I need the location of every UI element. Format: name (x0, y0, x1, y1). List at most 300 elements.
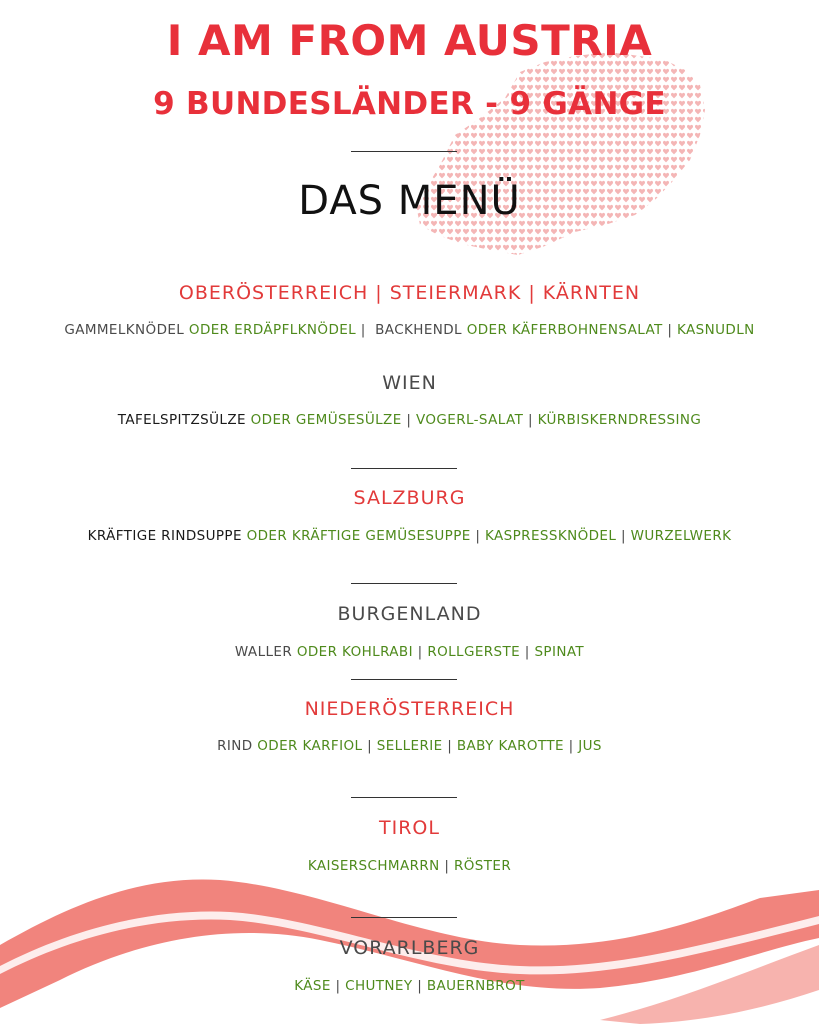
heart-dot (463, 253, 469, 258)
heart-dot (551, 141, 557, 146)
heart-dot (647, 77, 653, 82)
heart-dot (543, 133, 549, 138)
heart-dot (431, 125, 437, 130)
heart-dot (599, 157, 605, 162)
heart-dot (575, 133, 581, 138)
heart-dot (655, 133, 661, 138)
heart-dot (511, 253, 517, 258)
heart-dot (575, 245, 581, 250)
heart-dot (671, 149, 677, 154)
heart-dot (559, 141, 565, 146)
heart-dot (511, 125, 517, 130)
heart-dot (415, 141, 421, 146)
heart-dot (455, 125, 461, 130)
heart-dot (567, 69, 573, 74)
heart-dot (423, 133, 429, 138)
heart-dot (591, 141, 597, 146)
heart-dot (511, 165, 517, 170)
heart-dot (527, 165, 533, 170)
heart-dot (551, 133, 557, 138)
divider (351, 151, 457, 152)
heart-dot (559, 157, 565, 162)
heart-dot (543, 253, 549, 258)
heart-dot (439, 253, 445, 258)
heart-dot (687, 69, 693, 74)
heart-dot (703, 149, 709, 154)
heart-dot (599, 141, 605, 146)
dish-main: KRÄFTIGE RINDSUPPE (87, 528, 242, 544)
heart-dot (423, 245, 429, 250)
heart-dot (631, 133, 637, 138)
dish-item: BAUERNBROT (426, 978, 525, 994)
heart-dot (407, 77, 413, 82)
heart-dot (479, 141, 485, 146)
separator: | (563, 738, 579, 754)
heart-dot (559, 149, 565, 154)
heart-dot (487, 253, 493, 258)
heart-dot (695, 229, 701, 234)
heart-dot (607, 245, 613, 250)
heart-dot (543, 165, 549, 170)
heart-dot (671, 157, 677, 162)
heart-dot (583, 253, 589, 258)
heart-dot (607, 133, 613, 138)
heart-dot (495, 133, 501, 138)
separator: | (616, 528, 631, 544)
heart-dot (567, 77, 573, 82)
heart-dot (527, 229, 533, 234)
dish-line-salzburg (0, 528, 819, 544)
heart-dot (527, 157, 533, 162)
heart-dot (479, 149, 485, 154)
heart-dot (543, 69, 549, 74)
heart-dot (647, 165, 653, 170)
heart-dot (519, 125, 525, 130)
dish-item: BABY KAROTTE (456, 738, 564, 754)
heart-dot (503, 245, 509, 250)
heart-dot (591, 149, 597, 154)
heart-dot (455, 229, 461, 234)
heart-dot (519, 229, 525, 234)
heart-dot (535, 253, 541, 258)
heart-dot (695, 149, 701, 154)
dish-main: WALLER (234, 644, 293, 660)
heart-dot (471, 237, 477, 242)
heart-dot (583, 77, 589, 82)
heart-dot (535, 165, 541, 170)
heart-dot (447, 229, 453, 234)
heart-dot (551, 125, 557, 130)
heart-dot (479, 245, 485, 250)
heart-dot (583, 245, 589, 250)
heart-dot (687, 165, 693, 170)
heart-dot (615, 77, 621, 82)
heart-dot (591, 125, 597, 130)
dish-item: KAISERSCHMARRN (307, 858, 440, 874)
heart-dot (431, 77, 437, 82)
heart-dot (679, 77, 685, 82)
heart-dot (583, 69, 589, 74)
heart-dot (671, 141, 677, 146)
heart-dot (455, 253, 461, 258)
heart-dot (447, 77, 453, 82)
heart-dot (703, 133, 709, 138)
heart-dot (583, 157, 589, 162)
heart-dot (663, 229, 669, 234)
heart-dot (543, 157, 549, 162)
menu-heading: DAS MENÜ (298, 178, 521, 224)
heart-dot (583, 165, 589, 170)
heart-dot (591, 133, 597, 138)
heart-dot (543, 245, 549, 250)
heart-dot (607, 69, 613, 74)
heart-dot (639, 229, 645, 234)
heart-dot (535, 141, 541, 146)
heart-dot (551, 253, 557, 258)
heart-dot (407, 69, 413, 74)
heart-dot (639, 253, 645, 258)
separator: | (330, 978, 346, 994)
heart-dot (567, 165, 573, 170)
heart-dot (455, 157, 461, 162)
heart-dot (623, 165, 629, 170)
heart-dot (663, 149, 669, 154)
heart-dot (639, 157, 645, 162)
heart-dot (703, 229, 709, 234)
heart-dot (599, 125, 605, 130)
heart-dot (487, 149, 493, 154)
dish-line-tirol (0, 858, 819, 874)
heart-dot (527, 69, 533, 74)
heart-dot (655, 165, 661, 170)
dish-line-wien (0, 412, 819, 428)
heart-dot (503, 157, 509, 162)
separator: | (412, 978, 427, 994)
heart-dot (511, 69, 517, 74)
heart-dot (599, 245, 605, 250)
heart-dot (423, 157, 429, 162)
heart-dot (631, 125, 637, 130)
heart-dot (655, 149, 661, 154)
heart-dot (423, 125, 429, 130)
heart-dot (535, 157, 541, 162)
heart-dot (415, 229, 421, 234)
heart-dot (407, 245, 413, 250)
heart-dot (655, 245, 661, 250)
heart-dot (559, 237, 565, 242)
heart-dot (671, 125, 677, 130)
heart-dot (615, 133, 621, 138)
dish-item: KÄSE (294, 978, 331, 994)
heart-dot (415, 69, 421, 74)
heart-dot (567, 141, 573, 146)
heart-dot (471, 253, 477, 258)
heart-dot (687, 237, 693, 242)
heart-dot (703, 237, 709, 242)
heart-dot (687, 253, 693, 258)
dish-item: RÖSTER (454, 858, 512, 874)
divider (351, 583, 457, 584)
heart-dot (671, 245, 677, 250)
heart-dot (407, 133, 413, 138)
heart-dot (671, 165, 677, 170)
heart-dot (615, 253, 621, 258)
heart-dot (559, 165, 565, 170)
heart-dot (447, 237, 453, 242)
heart-dot (511, 149, 517, 154)
heart-dot (439, 77, 445, 82)
heart-dot (591, 253, 597, 258)
heart-dot (567, 157, 573, 162)
heart-dot (431, 253, 437, 258)
heart-dot (495, 165, 501, 170)
heart-dot (455, 245, 461, 250)
heart-dot (639, 141, 645, 146)
heart-dot (519, 237, 525, 242)
heart-dot (559, 125, 565, 130)
heart-dot (407, 253, 413, 258)
heart-dot (559, 69, 565, 74)
heart-dot (479, 157, 485, 162)
dish-item: KASPRESSKNÖDEL (485, 528, 617, 544)
heart-dot (447, 157, 453, 162)
dish-alternative: ODER GEMÜSESÜLZE (250, 412, 402, 428)
separator: | (520, 644, 535, 660)
region-heading-wien: WIEN (382, 372, 437, 394)
heart-dot (631, 157, 637, 162)
heart-dot (535, 77, 541, 82)
heart-dot (647, 141, 653, 146)
heart-dot (495, 253, 501, 258)
heart-dot (511, 229, 517, 234)
heart-dot (519, 69, 525, 74)
region-heading-vorarlberg: VORARLBERG (339, 937, 480, 959)
heart-dot (567, 237, 573, 242)
heart-dot (655, 229, 661, 234)
dish-alternative: ODER KRÄFTIGE GEMÜSESUPPE (246, 528, 471, 544)
heart-dot (503, 149, 509, 154)
heart-dot (447, 165, 453, 170)
separator: | (412, 644, 428, 660)
heart-dot (455, 141, 461, 146)
heart-dot (567, 229, 573, 234)
heart-dot (487, 165, 493, 170)
heart-dot (671, 237, 677, 242)
heart-dot (551, 165, 557, 170)
heart-dot (607, 125, 613, 130)
heart-dot (535, 245, 541, 250)
heart-dot (415, 77, 421, 82)
heart-dot (535, 149, 541, 154)
heart-dot (631, 253, 637, 258)
heart-dot (495, 237, 501, 242)
heart-dot (407, 157, 413, 162)
heart-dot (431, 141, 437, 146)
heart-dot (439, 237, 445, 242)
heart-dot (527, 125, 533, 130)
heart-dot (415, 253, 421, 258)
heart-dot (647, 125, 653, 130)
heart-dot (695, 253, 701, 258)
heart-dot (567, 149, 573, 154)
heart-dot (535, 125, 541, 130)
heart-dot (431, 133, 437, 138)
heart-dot (663, 141, 669, 146)
divider (351, 468, 457, 469)
heart-dot (447, 245, 453, 250)
divider (351, 917, 457, 918)
heart-dot (439, 245, 445, 250)
heart-dot (439, 133, 445, 138)
heart-dot (631, 141, 637, 146)
heart-dot (607, 157, 613, 162)
heart-dot (647, 237, 653, 242)
heart-dot (559, 133, 565, 138)
heart-dot (535, 69, 541, 74)
dish-item: KASNUDLN (677, 322, 755, 338)
heart-dot (503, 125, 509, 130)
heart-dot (575, 125, 581, 130)
heart-dot (583, 237, 589, 242)
heart-dot (423, 237, 429, 242)
heart-dot (583, 141, 589, 146)
heart-dot (479, 229, 485, 234)
heart-dot (575, 69, 581, 74)
divider (351, 679, 457, 680)
heart-dot (487, 141, 493, 146)
heart-dot (687, 149, 693, 154)
heart-dot (487, 245, 493, 250)
heart-dot (495, 141, 501, 146)
heart-dot (639, 237, 645, 242)
heart-dot (551, 77, 557, 82)
heart-dot (567, 125, 573, 130)
heart-dot (695, 141, 701, 146)
region-heading-ooe-stmk-ktn: OBERÖSTERREICH | STEIERMARK | KÄRNTEN (178, 282, 641, 304)
heart-dot (495, 157, 501, 162)
dish-alternative: ODER KARFIOL (257, 738, 363, 754)
heart-dot (471, 229, 477, 234)
heart-dot (695, 69, 701, 74)
heart-dot (479, 237, 485, 242)
heart-dot (647, 245, 653, 250)
heart-dot (695, 245, 701, 250)
heart-dot (583, 149, 589, 154)
heart-dot (519, 141, 525, 146)
heart-dot (543, 229, 549, 234)
heart-dot (575, 149, 581, 154)
heart-dot (623, 229, 629, 234)
heart-dot (487, 77, 493, 82)
heart-dot (607, 229, 613, 234)
heart-dot (439, 69, 445, 74)
region-heading-tirol: TIROL (379, 817, 440, 839)
heart-dot (519, 253, 525, 258)
heart-dot (471, 133, 477, 138)
heart-dot (431, 229, 437, 234)
heart-dot (447, 141, 453, 146)
heart-dot (607, 237, 613, 242)
heart-dot (471, 165, 477, 170)
heart-dot (455, 69, 461, 74)
heart-dot (647, 69, 653, 74)
heart-dot (583, 229, 589, 234)
heart-dot (415, 245, 421, 250)
heart-dot (687, 229, 693, 234)
separator: | (401, 412, 416, 428)
heart-dot (679, 253, 685, 258)
heart-dot (495, 245, 501, 250)
heart-dot (631, 69, 637, 74)
heart-dot (463, 157, 469, 162)
heart-dot (503, 253, 509, 258)
heart-dot (663, 69, 669, 74)
heart-dot (415, 165, 421, 170)
heart-dot (703, 125, 709, 130)
heart-dot (463, 141, 469, 146)
heart-dot (471, 157, 477, 162)
separator: | (523, 412, 538, 428)
dish-item: CHUTNEY (345, 978, 413, 994)
heart-dot (703, 253, 709, 258)
heart-dot (695, 125, 701, 130)
dish-alternative: ODER ERDÄPFLKNÖDEL (188, 322, 357, 338)
heart-dot (679, 157, 685, 162)
heart-dot (615, 141, 621, 146)
heart-dot (591, 237, 597, 242)
heart-dot (423, 165, 429, 170)
heart-dot (623, 245, 629, 250)
heart-dot (543, 125, 549, 130)
heart-dot (559, 245, 565, 250)
heart-dot (423, 69, 429, 74)
heart-dot (527, 141, 533, 146)
region-heading-salzburg: SALZBURG (353, 487, 466, 509)
heart-dot (695, 165, 701, 170)
heart-dot (511, 245, 517, 250)
heart-dot (639, 133, 645, 138)
dish-main: BACKHENDL (375, 322, 462, 338)
heart-dot (431, 157, 437, 162)
heart-dot (599, 149, 605, 154)
heart-dot (415, 125, 421, 130)
heart-dot (679, 141, 685, 146)
heart-dot (607, 77, 613, 82)
heart-dot (543, 237, 549, 242)
heart-dot (543, 141, 549, 146)
heart-dot (463, 245, 469, 250)
heart-dot (647, 229, 653, 234)
heart-dot (663, 165, 669, 170)
heart-dot (639, 149, 645, 154)
heart-dot (623, 125, 629, 130)
heart-dot (495, 229, 501, 234)
dish-item: JUS (578, 738, 602, 754)
heart-dot (511, 157, 517, 162)
heart-dot (439, 229, 445, 234)
heart-dot (639, 77, 645, 82)
heart-dot (599, 253, 605, 258)
heart-dot (655, 157, 661, 162)
heart-dot (679, 165, 685, 170)
dish-line-niederoesterreich (0, 738, 819, 754)
heart-dot (463, 133, 469, 138)
heart-dot (535, 237, 541, 242)
heart-dot (479, 253, 485, 258)
heart-dot (535, 133, 541, 138)
heart-dot (639, 125, 645, 130)
heart-dot (591, 69, 597, 74)
